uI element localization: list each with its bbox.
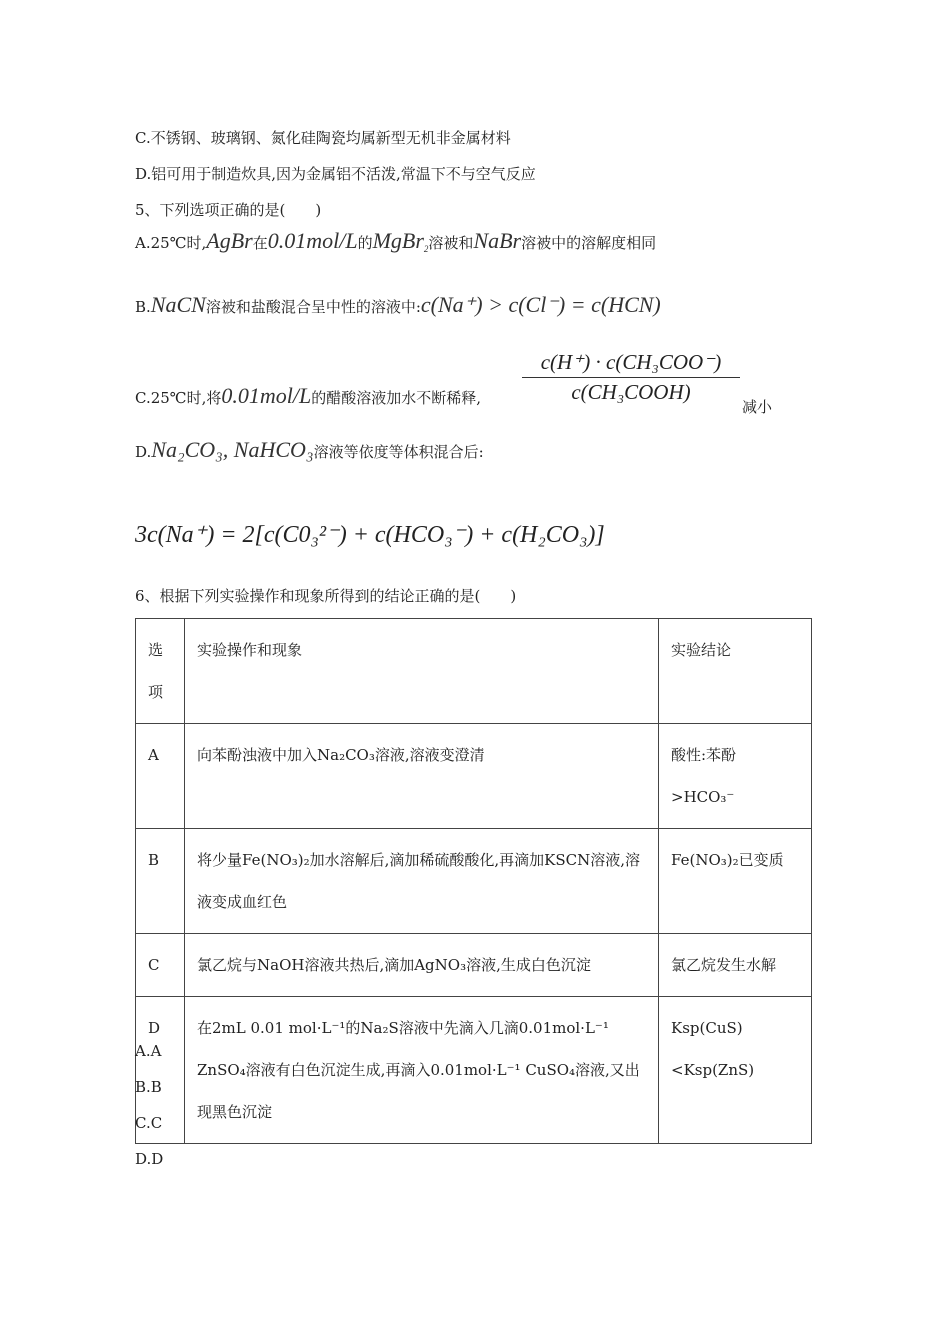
header-option: 选项 xyxy=(136,619,185,724)
cell-operation: 在2mL 0.01 mol·L⁻¹的Na₂S溶液中先滴入几滴0.01mol·L⁻¹ ZnSO₄溶液有白色沉淀生成,再滴入0.01mol·L⁻¹ CuSO₄溶液,又出现黑色沉淀 xyxy=(185,997,659,1144)
text: 的 xyxy=(357,234,373,252)
q4-option-d: D.铝可用于制造炊具,因为金属铝不活泼,常温下不与空气反应 xyxy=(135,165,536,183)
table-header-row xyxy=(136,619,812,724)
cell-conclusion: Fe(NO₃)₂已变质 xyxy=(659,829,812,934)
subscript: 2 xyxy=(423,244,429,254)
fraction-numerator: c(H⁺) · c(CH₃COO⁻) xyxy=(540,350,722,374)
formula: Na₂CO₃, NaHCO₃ xyxy=(151,437,314,462)
equation: 3c(Na⁺) = 2[c(C0₃²⁻) + c(HCO₃⁻) + c(H₂CO₃)] xyxy=(135,522,605,548)
option-prefix: C.25℃时,将 xyxy=(135,389,222,407)
formula: c(Na⁺) > c(Cl⁻) = c(HCN) xyxy=(420,292,661,317)
formula: 0.01mol/L xyxy=(267,228,358,253)
table-row xyxy=(136,829,812,934)
text: 在 xyxy=(252,234,268,252)
cell-operation: 将少量Fe(NO₃)₂加水溶解后,滴加稀硫酸酸化,再滴加KSCN溶液,溶液变成血红色 xyxy=(185,829,659,934)
q5-option-b xyxy=(135,292,661,318)
fraction-denominator: c(CH₃COOH) xyxy=(571,380,691,404)
q5-stem: 5、下列选项正确的是( ) xyxy=(135,201,322,219)
formula: AgBr xyxy=(206,228,253,253)
experiment-table xyxy=(135,618,812,1144)
table-row xyxy=(136,724,812,829)
header-operation: 实验操作和现象 xyxy=(185,619,659,724)
text: 溶被和盐酸混合呈中性的溶液中: xyxy=(205,298,421,316)
option-prefix: B. xyxy=(135,298,151,316)
text: 溶被中的溶解度相同 xyxy=(521,234,657,252)
q5-option-d xyxy=(135,437,484,463)
cell-conclusion: Ksp(CuS)<Ksp(ZnS) xyxy=(659,997,812,1144)
text: 溶液等依度等体积混合后: xyxy=(313,443,484,461)
cell-operation: 向苯酚浊液中加入Na₂CO₃溶液,溶液变澄清 xyxy=(185,724,659,829)
cell-option: D xyxy=(136,997,185,1144)
ratio-fraction xyxy=(522,350,740,405)
answer-option-c: C.C xyxy=(135,1114,163,1132)
cell-option: C xyxy=(136,934,185,997)
answer-option-a: A.A xyxy=(135,1042,162,1060)
formula: 0.01mol/L xyxy=(221,383,312,408)
q4-option-c: C.不锈钢、玻璃钢、氮化硅陶瓷均属新型无机非金属材料 xyxy=(135,129,511,147)
table-row xyxy=(136,934,812,997)
answer-option-d: D.D xyxy=(135,1150,164,1168)
q5-option-a xyxy=(135,228,656,254)
option-prefix: D. xyxy=(135,443,152,461)
option-prefix: A.25℃时, xyxy=(135,234,207,252)
formula: NaBr xyxy=(473,228,522,253)
header-conclusion: 实验结论 xyxy=(659,619,812,724)
formula: NaCN xyxy=(150,292,206,317)
answer-option-b: B.B xyxy=(135,1078,162,1096)
q6-stem: 6、根据下列实验操作和现象所得到的结论正确的是( ) xyxy=(135,587,517,605)
table-row xyxy=(136,997,812,1144)
fraction-bar xyxy=(522,377,740,378)
cell-conclusion: 酸性:苯酚>HCO₃⁻ xyxy=(659,724,812,829)
cell-option: A xyxy=(136,724,185,829)
q5-option-c xyxy=(135,383,481,409)
formula: MgBr xyxy=(372,228,424,253)
cell-operation: 氯乙烷与NaOH溶液共热后,滴加AgNO₃溶液,生成白色沉淀 xyxy=(185,934,659,997)
text: 的醋酸溶液加水不断稀释, xyxy=(311,389,481,407)
cell-conclusion: 氯乙烷发生水解 xyxy=(659,934,812,997)
text: 减小 xyxy=(742,398,773,416)
cell-option: B xyxy=(136,829,185,934)
text: 溶被和 xyxy=(428,234,474,252)
